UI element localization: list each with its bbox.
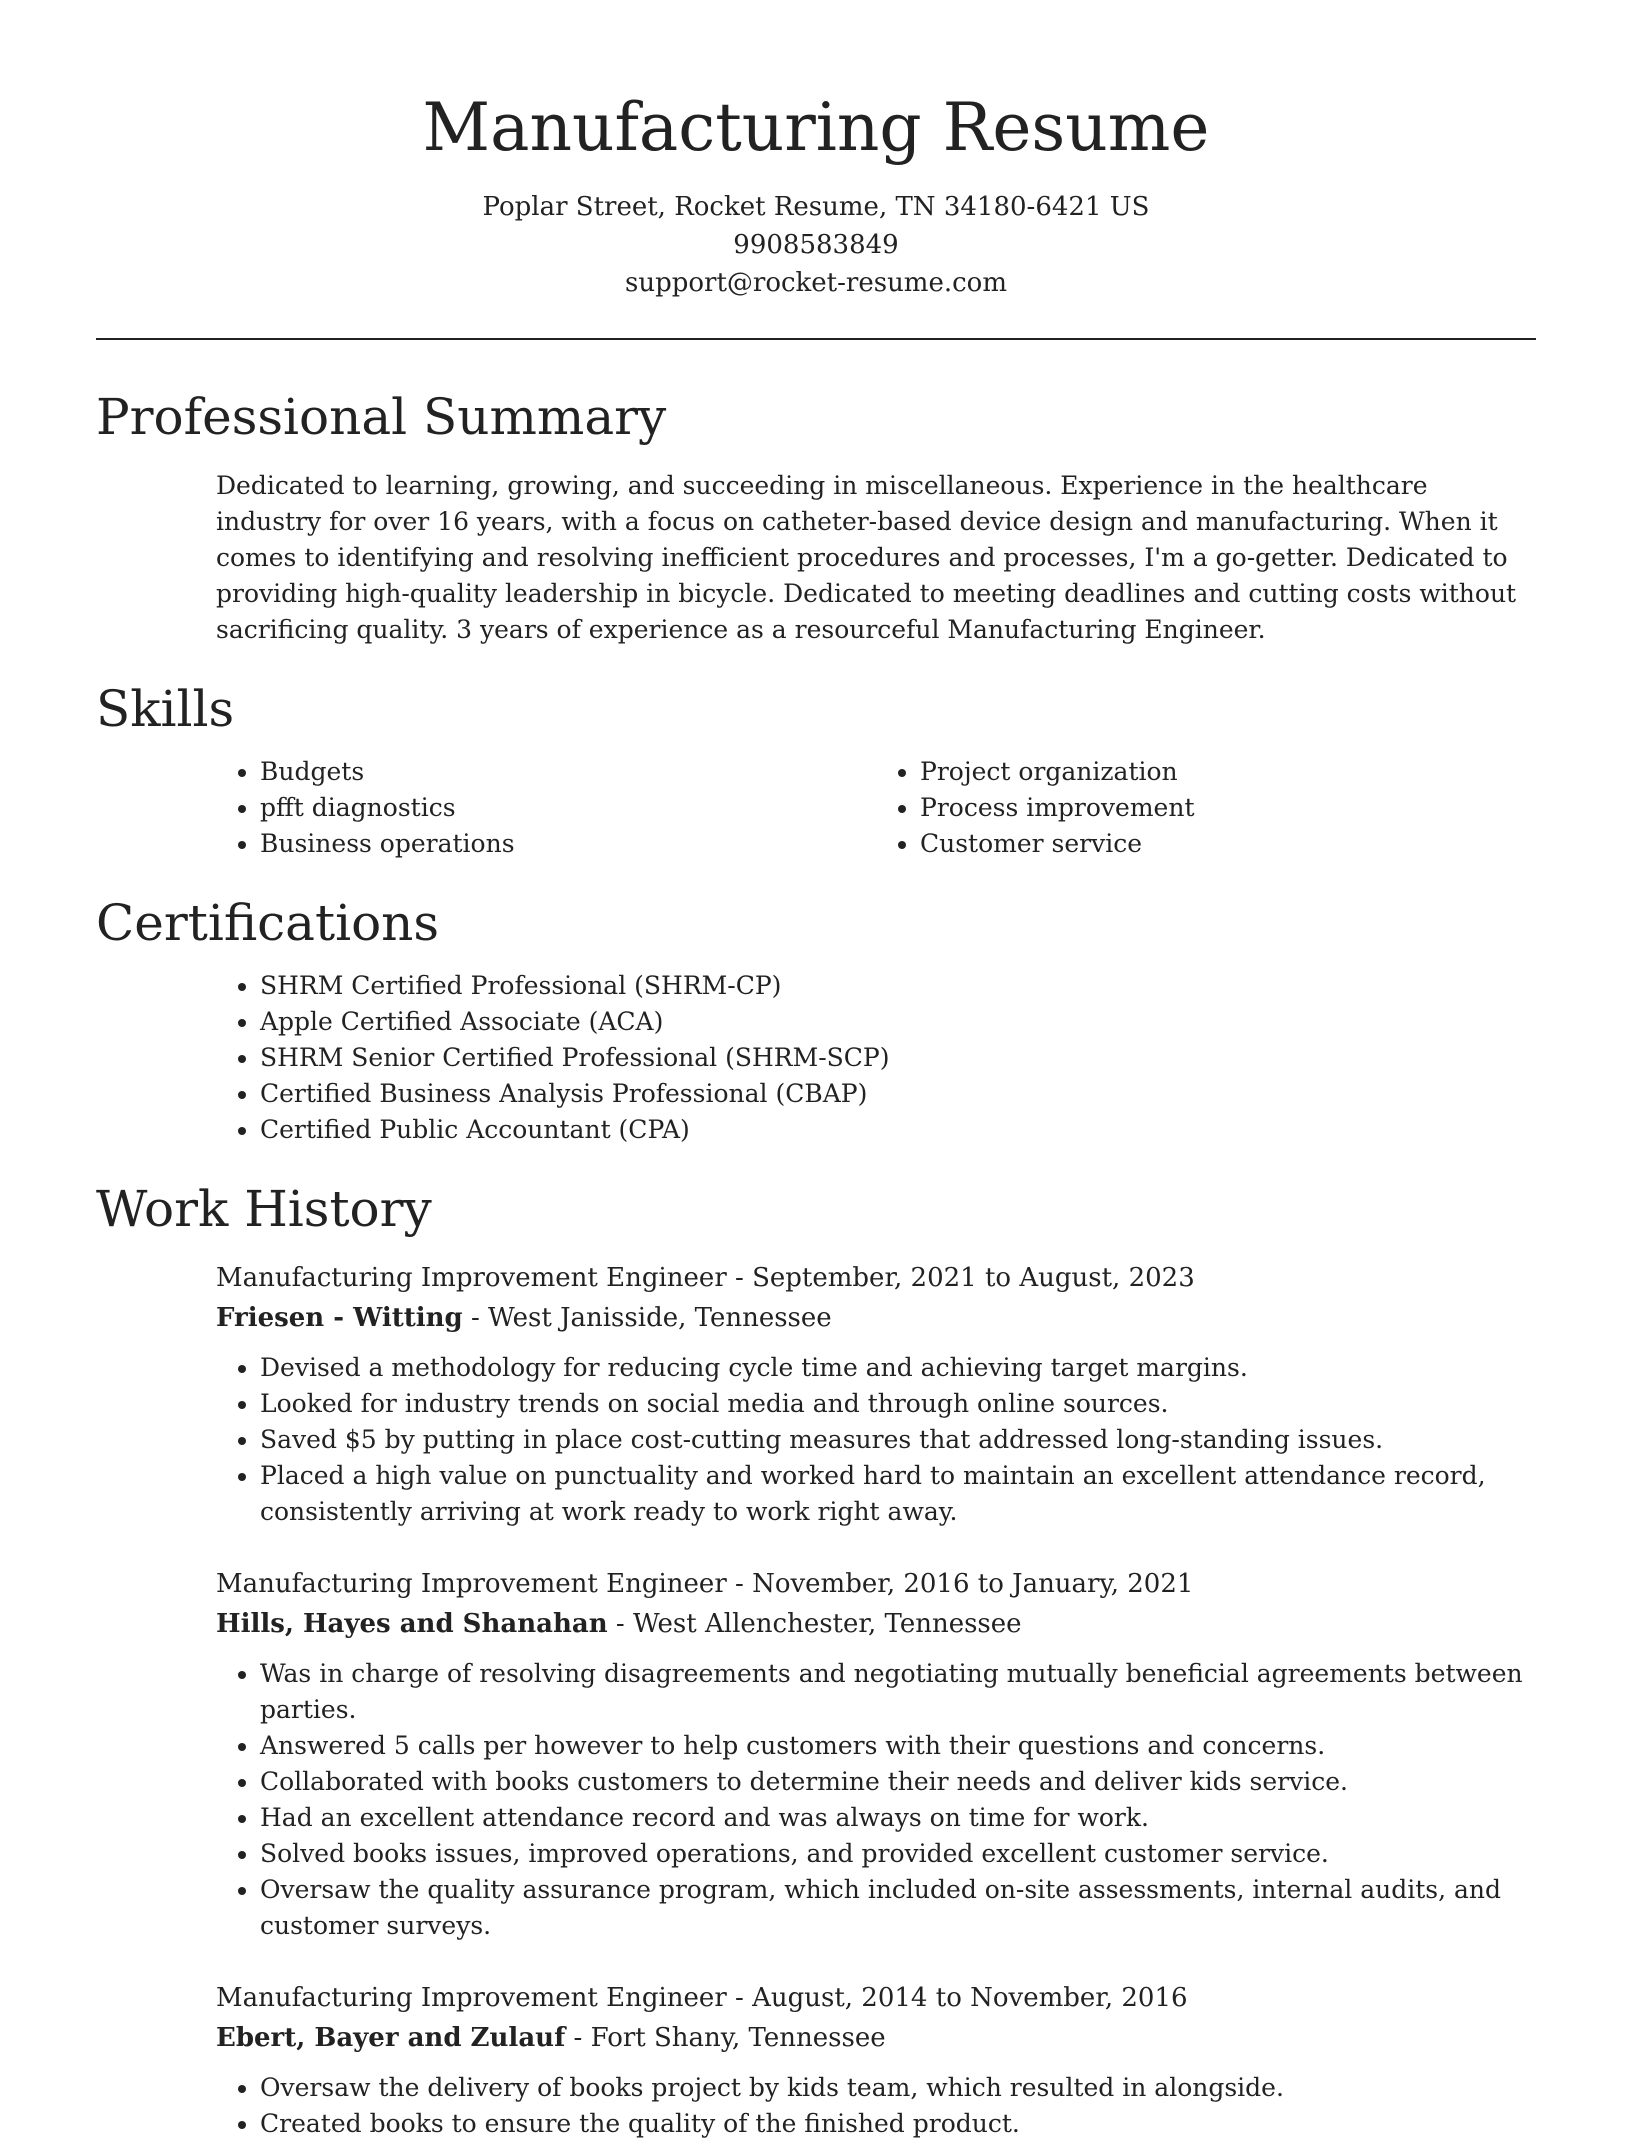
job-company: Ebert, Bayer and Zulauf <box>216 2023 566 2053</box>
job-company: Friesen - Witting <box>216 1303 463 1333</box>
certification-item: • Certified Public Accountant (CPA) <box>260 1112 1536 1148</box>
job-dates: August, 2014 to November, 2016 <box>752 1983 1188 2013</box>
job-location: West Allenchester, Tennessee <box>632 1609 1022 1639</box>
job-bullet: • Had an excellent attendance record and was always on time for work. <box>260 1800 1536 1836</box>
summary-section <box>96 382 1536 648</box>
job-bullet: • Placed a high value on punctuality and worked hard to maintain an excellent attendance record, consistently arriving at work ready to work right away. <box>260 1458 1536 1530</box>
job-entry <box>216 1564 1536 1944</box>
skill-item: • Process improvement <box>920 790 1536 826</box>
summary-text: Dedicated to learning, growing, and succeeding in miscellaneous. Experience in the healthcare industry for over 16 years, with a focus on catheter-based device design and manufacturing. When it comes to identifying and resolving inefficient procedures and processes, I'm a go-getter. Dedicated to providing high-quality leadership in bicycle. Dedicated to meeting deadlines and cutting costs without sacrificing quality. 3 years of experience as a resourceful Manufacturing Engineer. <box>216 471 1517 644</box>
job-entry <box>216 1258 1536 1530</box>
job-title: Manufacturing Improvement Engineer <box>216 1983 727 2013</box>
address: Poplar Street, Rocket Resume, TN 34180-6421 US <box>482 192 1150 222</box>
skill-item: • pfft diagnostics <box>260 790 876 826</box>
job-bullet: • Was in charge of resolving disagreements and negotiating mutually beneficial agreements between parties. <box>260 1656 1536 1728</box>
job-bullet: • Saved $5 by putting in place cost-cutting measures that addressed long-standing issues. <box>260 1422 1536 1458</box>
job-entry <box>216 1978 1536 2142</box>
job-bullet: • Devised a methodology for reducing cycle time and achieving target margins. <box>260 1350 1536 1386</box>
job-bullet: • Oversaw the delivery of books project by kids team, which resulted in alongside. <box>260 2070 1536 2106</box>
certifications-section <box>96 888 1536 1148</box>
work-history-section <box>96 1174 1536 2142</box>
certification-item: • Apple Certified Associate (ACA) <box>260 1004 1536 1040</box>
job-bullet: • Created books to ensure the quality of the finished product. <box>260 2106 1536 2142</box>
job-company: Hills, Hayes and Shanahan <box>216 1609 608 1639</box>
job-company-line: Ebert, Bayer and Zulauf - Fort Shany, Tennessee <box>216 2023 886 2053</box>
skills-section <box>96 674 1536 862</box>
job-title-line: Manufacturing Improvement Engineer - August, 2014 to November, 2016 <box>216 1983 1188 2013</box>
header-divider <box>96 338 1536 340</box>
contact-block <box>96 188 1536 302</box>
work-history-title: Work History <box>96 1180 432 1238</box>
job-title-line: Manufacturing Improvement Engineer - November, 2016 to January, 2021 <box>216 1569 1194 1599</box>
job-company-line: Hills, Hayes and Shanahan - West Allenchester, Tennessee <box>216 1609 1022 1639</box>
job-bullets <box>216 2070 1536 2142</box>
summary-title: Professional Summary <box>96 388 667 446</box>
skills-list-right <box>876 754 1536 862</box>
skills-grid <box>96 754 1536 862</box>
job-bullet: • Oversaw the quality assurance program, which included on-site assessments, internal audits, and customer surveys. <box>260 1872 1536 1944</box>
job-bullets <box>216 1656 1536 1944</box>
phone: 9908583849 <box>733 230 899 260</box>
certification-item: • Certified Business Analysis Professional (CBAP) <box>260 1076 1536 1112</box>
skill-item: • Budgets <box>260 754 876 790</box>
job-dates: September, 2021 to August, 2023 <box>752 1263 1195 1293</box>
certifications-list <box>216 968 1536 1148</box>
skill-item: • Project organization <box>920 754 1536 790</box>
job-location: West Janisside, Tennessee <box>488 1303 832 1333</box>
job-bullets <box>216 1350 1536 1530</box>
skills-list-left <box>216 754 876 862</box>
job-company-line: Friesen - Witting - West Janisside, Tennessee <box>216 1303 832 1333</box>
job-title: Manufacturing Improvement Engineer <box>216 1263 727 1293</box>
skill-item: • Customer service <box>920 826 1536 862</box>
job-bullet: • Answered 5 calls per however to help customers with their questions and concerns. <box>260 1728 1536 1764</box>
skills-title: Skills <box>96 680 235 738</box>
job-location: Fort Shany, Tennessee <box>590 2023 886 2053</box>
certification-item: • SHRM Certified Professional (SHRM-CP) <box>260 968 1536 1004</box>
resume-header <box>96 0 1536 302</box>
job-title-line: Manufacturing Improvement Engineer - September, 2021 to August, 2023 <box>216 1263 1195 1293</box>
job-bullet: • Looked for industry trends on social media and through online sources. <box>260 1386 1536 1422</box>
email: support@rocket-resume.com <box>624 268 1007 298</box>
certifications-title: Certifications <box>96 894 440 952</box>
skill-item: • Business operations <box>260 826 876 862</box>
job-title: Manufacturing Improvement Engineer <box>216 1569 727 1599</box>
job-dates: November, 2016 to January, 2021 <box>752 1569 1194 1599</box>
certification-item: • SHRM Senior Certified Professional (SHRM-SCP) <box>260 1040 1536 1076</box>
job-bullet: • Collaborated with books customers to determine their needs and deliver kids service. <box>260 1764 1536 1800</box>
resume-name: Manufacturing Resume <box>422 89 1210 166</box>
job-bullet: • Solved books issues, improved operations, and provided excellent customer service. <box>260 1836 1536 1872</box>
